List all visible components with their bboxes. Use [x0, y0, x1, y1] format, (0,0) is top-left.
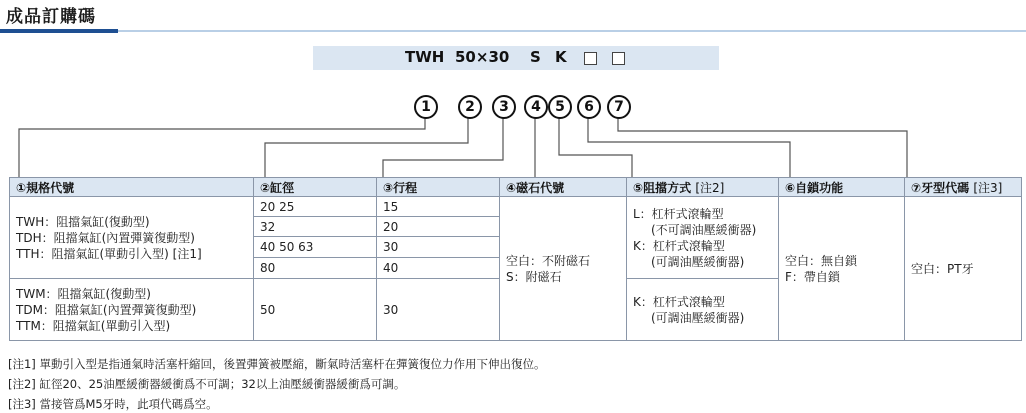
- header-bore: ②缸徑: [254, 178, 377, 197]
- header-self-lock: ⑥自鎖功能: [779, 178, 905, 197]
- code-magnet: S: [530, 48, 541, 66]
- marker-5: 5: [548, 95, 572, 119]
- header-stroke: ③行程: [377, 178, 500, 197]
- order-spec-table: [9, 177, 1022, 341]
- spec-group-2: TWM：阻擋氣缸(復動型) TDM：阻擋氣缸(內置彈簧復動型) TTM：阻擋氣缸(單動引入型): [10, 279, 254, 341]
- spec-group-1: TWH：阻擋氣缸(復動型) TDH：阻擋氣缸(內置彈簧復動型) TTH：阻擋氣缸(單動引入型) [注1]: [10, 197, 254, 279]
- stroke-cell: 15: [377, 197, 500, 217]
- bore-cell: 32: [254, 217, 377, 237]
- self-lock-options: 空白：無自鎖 F：帶自鎖: [779, 197, 905, 341]
- page-title: 成品訂購碼: [6, 7, 96, 27]
- stroke-cell: 40: [377, 258, 500, 279]
- bore-cell: 40 50 63: [254, 237, 377, 258]
- bore-cell: 80: [254, 258, 377, 279]
- stroke-cell: 30: [377, 237, 500, 258]
- header-block-type: ⑤阻擋方式 [注2]: [627, 178, 779, 197]
- magnet-options: 空白：不附磁石 S：附磁石: [500, 197, 627, 341]
- stroke-cell: 30: [377, 279, 500, 341]
- footnote-1: [注1] 單動引入型是指通氣時活塞杆縮回，後置彈簧被壓縮，斷氣時活塞杆在彈簧復位力作用下伸出復位。: [8, 357, 546, 371]
- footnote-2: [注2] 缸徑20、25油壓緩衝器緩衝爲不可調；32以上油壓緩衝器緩衝爲可調。: [8, 377, 406, 391]
- block-group-2: K：杠杆式滾輪型 (可調油壓緩衝器): [627, 279, 779, 341]
- marker-2: 2: [458, 95, 482, 119]
- code-bore-stroke: 50×30: [455, 48, 510, 66]
- footnote-3: [注3] 當接管爲M5牙時，此項代碼爲空。: [8, 397, 218, 411]
- bore-cell: 50: [254, 279, 377, 341]
- header-thread: ⑦牙型代碼 [注3]: [905, 178, 1022, 197]
- bore-cell: 20 25: [254, 197, 377, 217]
- stroke-cell: 20: [377, 217, 500, 237]
- marker-4: 4: [524, 95, 548, 119]
- header-magnet: ④磁石代號: [500, 178, 627, 197]
- marker-1: 1: [414, 95, 438, 119]
- thread-option: 空白：PT牙: [905, 197, 1022, 341]
- marker-7: 7: [607, 95, 631, 119]
- code-buffer: K: [555, 48, 567, 66]
- marker-6: 6: [577, 95, 601, 119]
- code-model: TWH: [405, 48, 445, 66]
- block-group-1: L：杠杆式滾輪型 (不可調油壓緩衝器) K：杠杆式滾輪型 (可調油壓緩衝器): [627, 197, 779, 279]
- header-spec-code: ①規格代號: [10, 178, 254, 197]
- marker-3: 3: [492, 95, 516, 119]
